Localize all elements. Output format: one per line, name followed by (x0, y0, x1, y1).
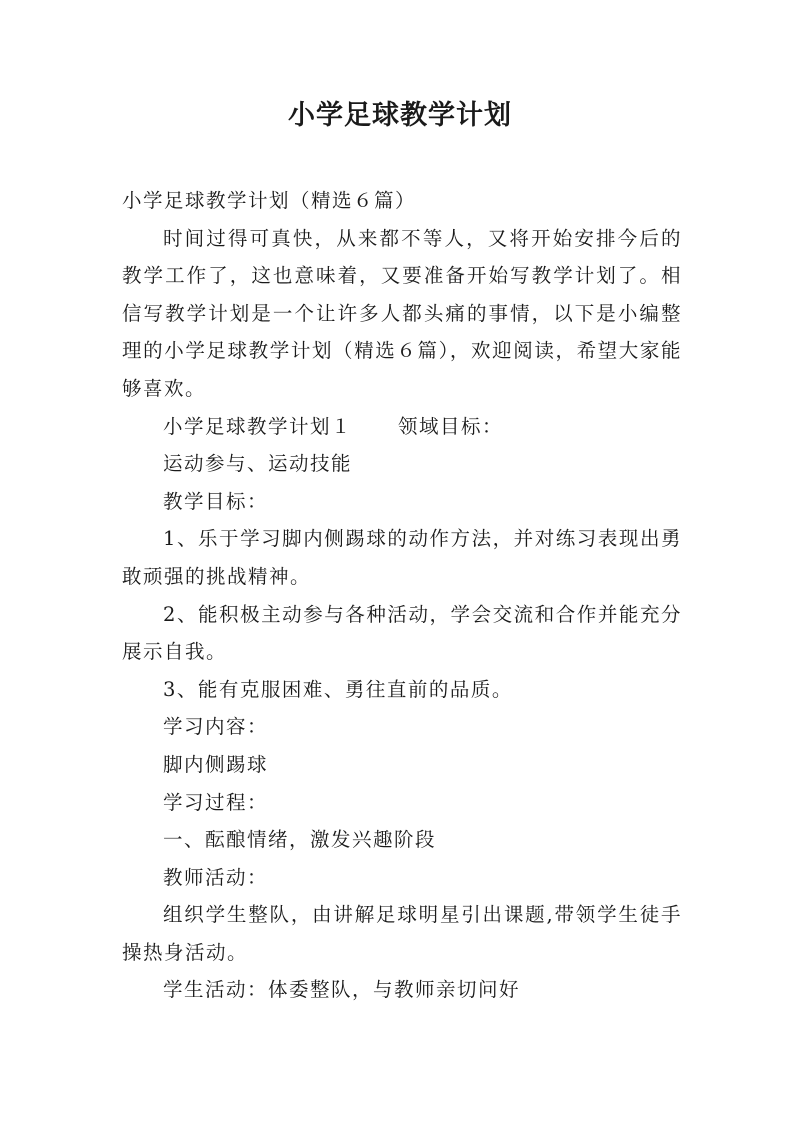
subtitle: 小学足球教学计划（精选６篇） (122, 189, 417, 212)
plan-heading: 小学足球教学计划１ (163, 414, 353, 438)
goals-label: 教学目标： (163, 489, 269, 513)
goal-item-2: 2、能积极主动参与各种活动，学会交流和合作并能充分展示自我。 (122, 602, 682, 664)
goal-item-1: 1、乐于学习脚内侧踢球的动作方法，并对练习表现出勇敢顽强的挑战精神。 (122, 527, 682, 588)
document-title: 小学足球教学计划 (288, 100, 512, 131)
domain-label: 领域目标： (398, 414, 504, 438)
intro-paragraph: 时间过得可真快，从来都不等人，又将开始安排今后的教学工作了，这也意味着，又要准备开始写教学计划了。相信写教学计划是一个让许多人都头痛的事情，以下是小编整理的小学足球教学计划（精选６篇），欢迎阅读，希望大家能够喜欢。 (122, 226, 682, 400)
teacher-text: 组织学生整队，由讲解足球明星引出课题,带领学生徒手操热身活动。 (122, 903, 682, 964)
content-value: 脚内侧踢球 (163, 752, 269, 776)
content-label: 学习内容： (163, 715, 269, 739)
stage-heading: 一、酝酿情绪，激发兴趣阶段 (163, 828, 437, 852)
domain-value: 运动参与、运动技能 (163, 452, 353, 476)
plan-heading-line (122, 408, 682, 446)
student-text: 学生活动：体委整队，与教师亲切问好 (163, 978, 521, 1002)
teacher-label: 教师活动： (163, 865, 269, 889)
goal-item-3: 3、能有克服困难、勇往直前的品质。 (163, 677, 513, 701)
process-label: 学习过程： (163, 790, 269, 814)
document-body (122, 182, 682, 1009)
